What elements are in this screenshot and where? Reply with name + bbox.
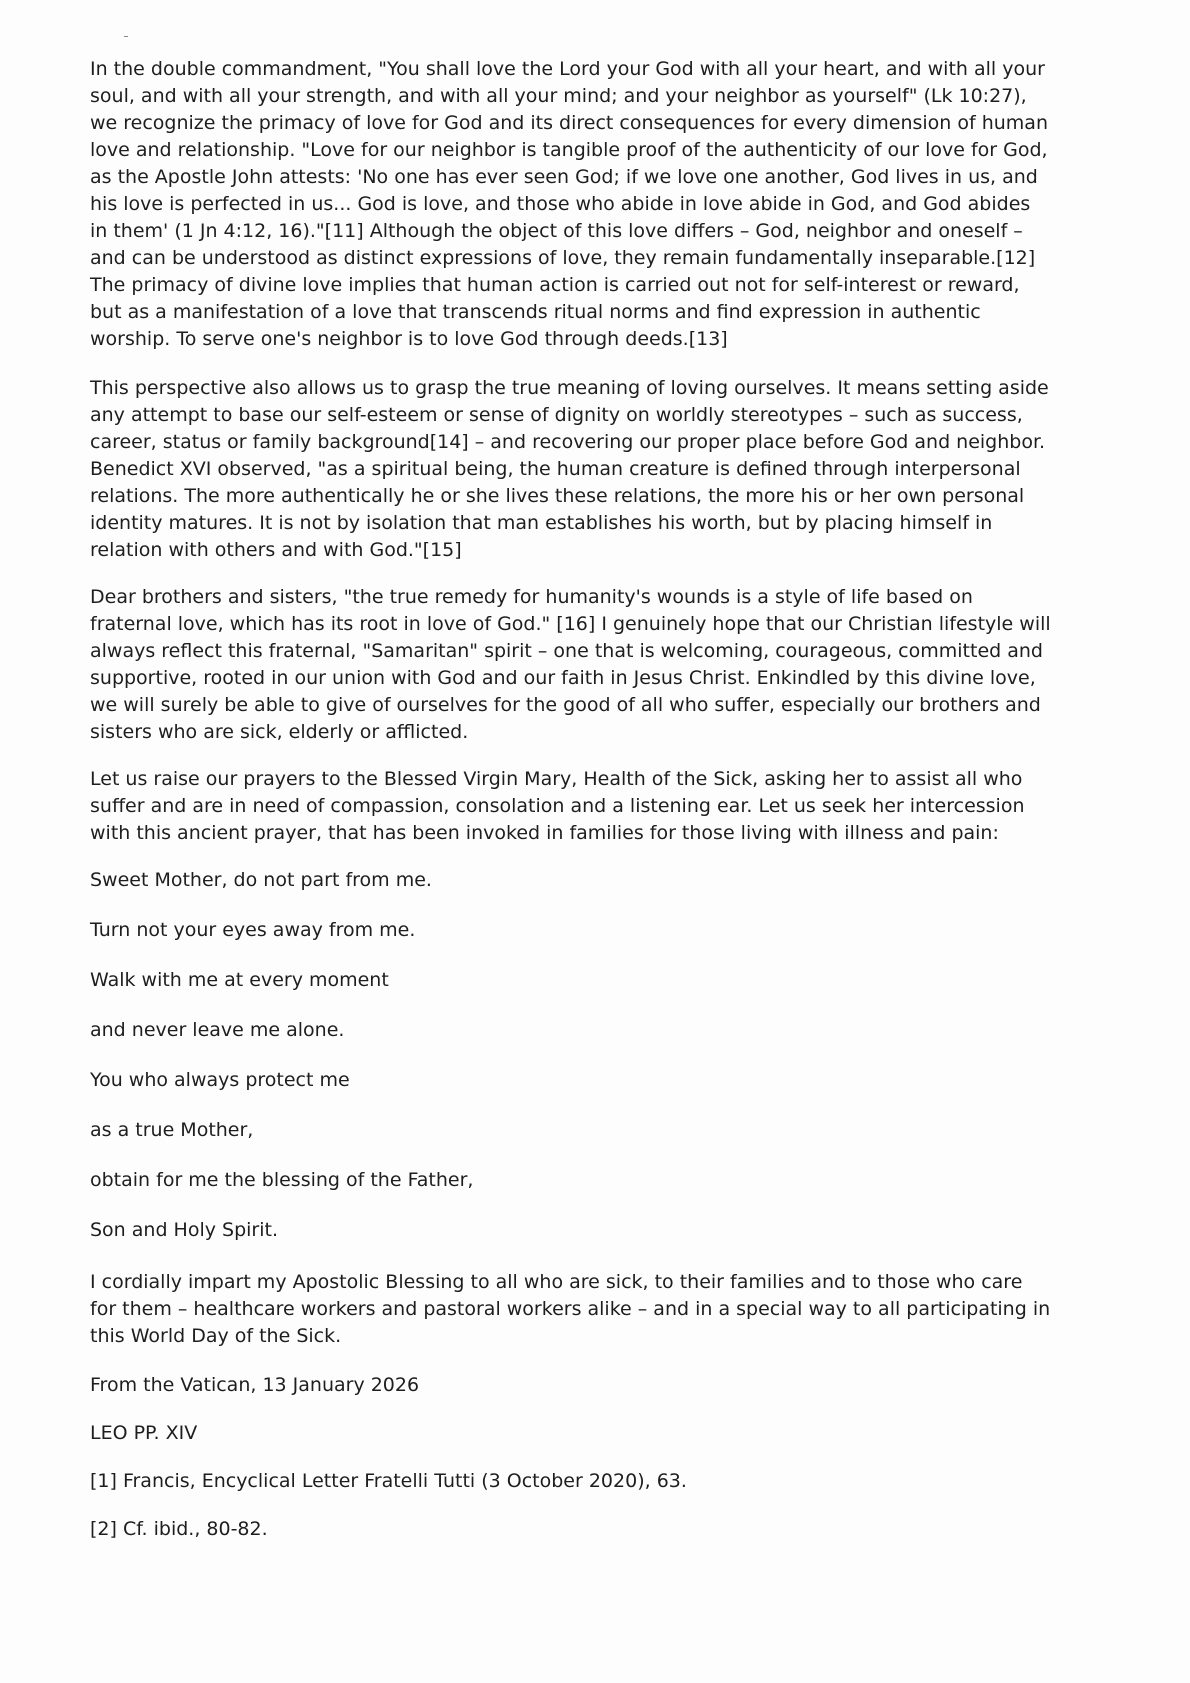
paragraph-double-commandment: In the double commandment, "You shall love the Lord your God with all your heart, and with all your soul, and with all your strength, and with all your mind; and your neighbor as yourself" (Lk 10:27), we recognize the primacy of love for God and its direct consequences for every dimension of human love and relationship. "Love for our neighbor is tangible proof of the authenticity of our love for God, as the Apostle John attests: 'No one has ever seen God; if we love one another, God lives in us, and his love is perfected in us... God is love, and those who abide in love abide in God, and God abides in them' (1 Jn 4:12, 16)."[11] Although the object of this love differs – God, neighbor and oneself – and can be understood as distinct expressions of love, they remain fundamentally inseparable.[12] The primacy of divine love implies that human action is carried out not for self-interest or reward, but as a manifestation of a love that transcends ritual norms and find expression in authentic worship. To serve one's neighbor is to love God through deeds.[13] [90,58,1048,350]
paragraph-fraternal-love: Dear brothers and sisters, "the true remedy for humanity's wounds is a style of life based on fraternal love, which has its root in love of God." [16] I genuinely hope that our Christian lifestyle will always reflect this fraternal, "Samaritan" spirit – one that is welcoming, courageous, committed and supportive, rooted in our union with God and our faith in Jesus Christ. Enkindled by this divine love, we will surely be able to give of ourselves for the good of all who suffer, especially our brothers and sisters who are sick, elderly or afflicted. [90,586,1051,743]
prayer-line: Walk with me at every moment [90,969,389,991]
prayer-line: Turn not your eyes away from me. [90,919,416,941]
prayer-line: Sweet Mother, do not part from me. [90,869,432,891]
scan-speck [124,36,128,37]
prayer-line: You who always protect me [90,1069,350,1091]
prayer-line: as a true Mother, [90,1119,254,1141]
prayer-line: and never leave me alone. [90,1019,345,1041]
paragraph-prayer-intro: Let us raise our prayers to the Blessed Virgin Mary, Health of the Sick, asking her to assist all who suffer and are in need of compassion, consolation and a listening ear. Let us seek her intercession with this ancient prayer, that has been invoked in families for those living with illness and pain: [90,768,1025,844]
prayer [90,867,1052,1267]
footnote: [1] Francis, Encyclical Letter Fratelli Tutti (3 October 2020), 63. [90,1470,687,1492]
signature: LEO PP. XIV [90,1422,198,1444]
paragraph-apostolic-blessing: I cordially impart my Apostolic Blessing to all who are sick, to their families and to those who care for them – healthcare workers and pastoral workers alike – and in a special way to all participating in this World Day of the Sick. [90,1271,1051,1347]
prayer-line: obtain for me the blessing of the Father, [90,1169,474,1191]
footnotes [90,1468,1052,1564]
prayer-line: Son and Holy Spirit. [90,1219,279,1241]
place-date: From the Vatican, 13 January 2026 [90,1374,420,1396]
document-body [90,56,1052,1564]
footnote: [2] Cf. ibid., 80-82. [90,1518,268,1540]
paragraph-loving-ourselves: This perspective also allows us to grasp the true meaning of loving ourselves. It means setting aside any attempt to base our self-esteem or sense of dignity on worldly stereotypes – such as success, career, status or family background[14] – and recovering our proper place before God and neighbor. Benedict XVI observed, "as a spiritual being, the human creature is defined through interpersonal relations. The more authentically he or she lives these relations, the more his or her own personal identity matures. It is not by isolation that man establishes his worth, but by placing himself in relation with others and with God."[15] [90,377,1049,561]
